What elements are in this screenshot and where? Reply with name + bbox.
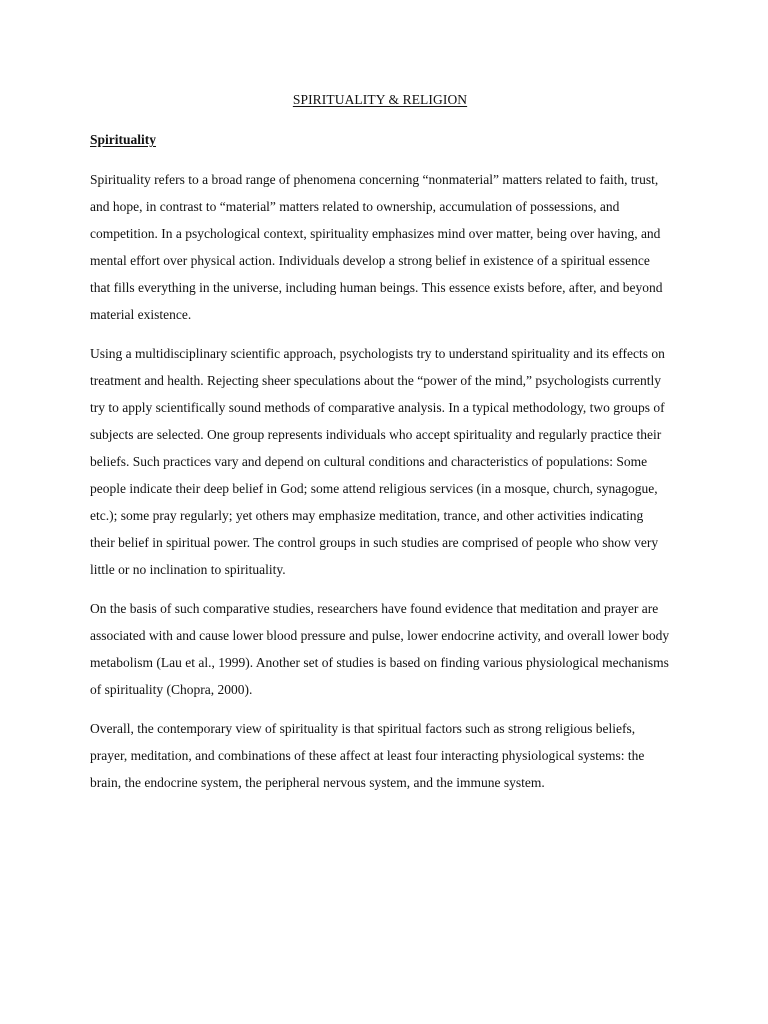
section-heading-spirituality: Spirituality [90, 132, 157, 147]
document-body [90, 92, 670, 808]
paragraph-evidence: On the basis of such comparative studies, researchers have found evidence that meditation and prayer are associated with and cause lower blood pressure and pulse, lower endocrine activity, and overall lower body metabolism (Lau et al., 1999). Another set of studies is based on finding various physiological mechanisms of spirituality (Chopra, 2000). [90, 601, 670, 697]
paragraph-methodology: Using a multidisciplinary scientific approach, psychologists try to understand spirituality and its effects on treatment and health. Rejecting sheer speculations about the “power of the mind,” psychologists currently try to apply scientifically sound methods of comparative analysis. In a typical methodology, two groups of subjects are selected. One group represents individuals who accept spirituality and regularly practice their beliefs. Such practices vary and depend on cultural conditions and characteristics of populations: Some people indicate their deep belief in God; some attend religious services (in a mosque, church, synagogue, etc.); some pray regularly; yet others may emphasize meditation, trance, and other activities indicating their belief in spiritual power. The control groups in such studies are comprised of people who show very little or no inclination to spirituality. [90, 346, 665, 577]
paragraph-overall: Overall, the contemporary view of spirituality is that spiritual factors such as strong religious beliefs, prayer, meditation, and combinations of these affect at least four interacting physiological systems: the brain, the endocrine system, the peripheral nervous system, and the immune system. [90, 721, 645, 790]
paragraph-definition: Spirituality refers to a broad range of phenomena concerning “nonmaterial” matters related to faith, trust, and hope, in contrast to “material” matters related to ownership, accumulation of possessions, and competition. In a psychological context, spirituality emphasizes mind over matter, being over having, and mental effort over physical action. Individuals develop a strong belief in existence of a spiritual essence that fills everything in the universe, including human beings. This essence exists before, after, and beyond material existence. [90, 172, 663, 322]
document-title: SPIRITUALITY & RELIGION [292, 92, 468, 107]
